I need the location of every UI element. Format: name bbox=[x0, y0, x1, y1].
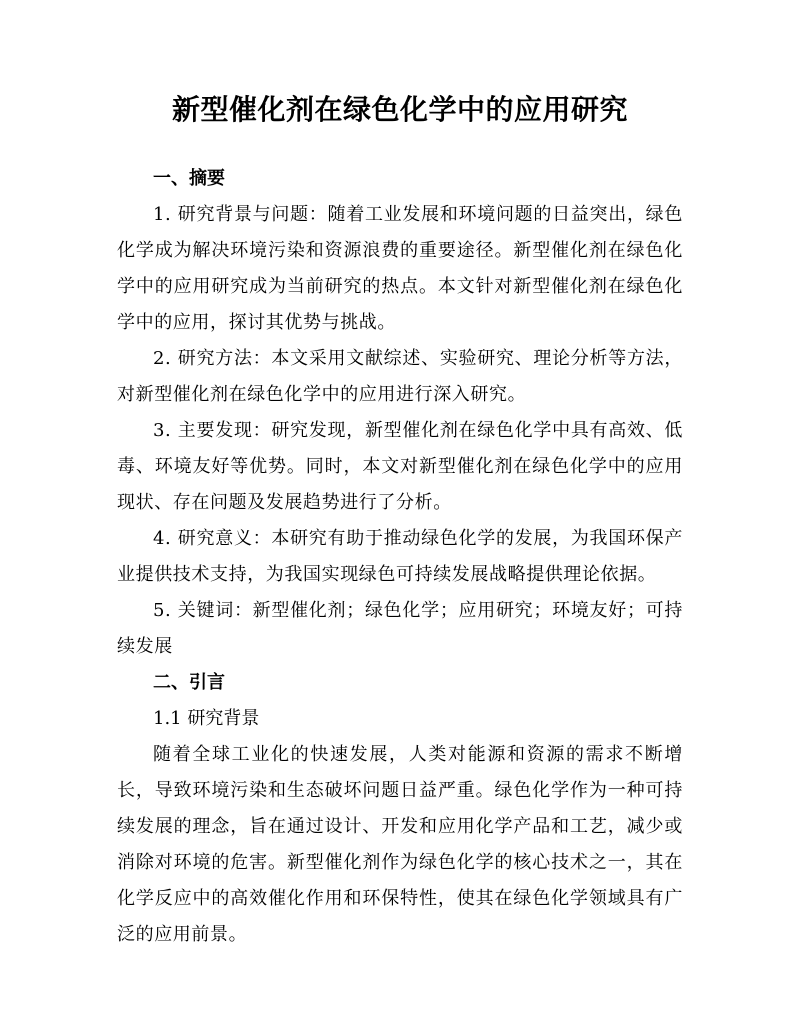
introduction-paragraph: 随着全球工业化的快速发展，人类对能源和资源的需求不断增长，导致环境污染和生态破坏问题日益严重。绿色化学作为一种可持续发展的理念，旨在通过设计、开发和应用化学产品和工艺，减少或消除对环境的危害。新型催化剂作为绿色化学的核心技术之一，其在化学反应中的高效催化作用和环保特性，使其在绿色化学领域具有广泛的应用前景。 bbox=[117, 744, 683, 945]
abstract-item-findings: 3. 主要发现：研究发现，新型催化剂在绿色化学中具有高效、低毒、环境友好等优势。同时，本文对新型催化剂在绿色化学中的应用现状、存在问题及发展趋势进行了分析。 bbox=[117, 420, 683, 513]
abstract-item-keywords: 5. 关键词：新型催化剂；绿色化学；应用研究；环境友好；可持续发展 bbox=[117, 600, 683, 657]
section-heading-introduction: 二、引言 bbox=[153, 672, 225, 693]
abstract-item-background: 1. 研究背景与问题：随着工业发展和环境问题的日益突出，绿色化学成为解决环境污染和资源浪费的重要途径。新型催化剂在绿色化学中的应用研究成为当前研究的热点。本文针对新型催化剂在绿色化学中的应用，探讨其优势与挑战。 bbox=[117, 204, 683, 333]
abstract-item-significance: 4. 研究意义：本研究有助于推动绿色化学的发展，为我国环保产业提供技术支持，为我国实现绿色可持续发展战略提供理论依据。 bbox=[117, 528, 683, 585]
abstract-item-methods: 2. 研究方法：本文采用文献综述、实验研究、理论分析等方法，对新型催化剂在绿色化学中的应用进行深入研究。 bbox=[117, 348, 683, 405]
subsection-heading-background: 1.1 研究背景 bbox=[153, 708, 260, 729]
section-heading-abstract: 一、摘要 bbox=[153, 168, 225, 189]
document-title: 新型催化剂在绿色化学中的应用研究 bbox=[171, 93, 628, 126]
